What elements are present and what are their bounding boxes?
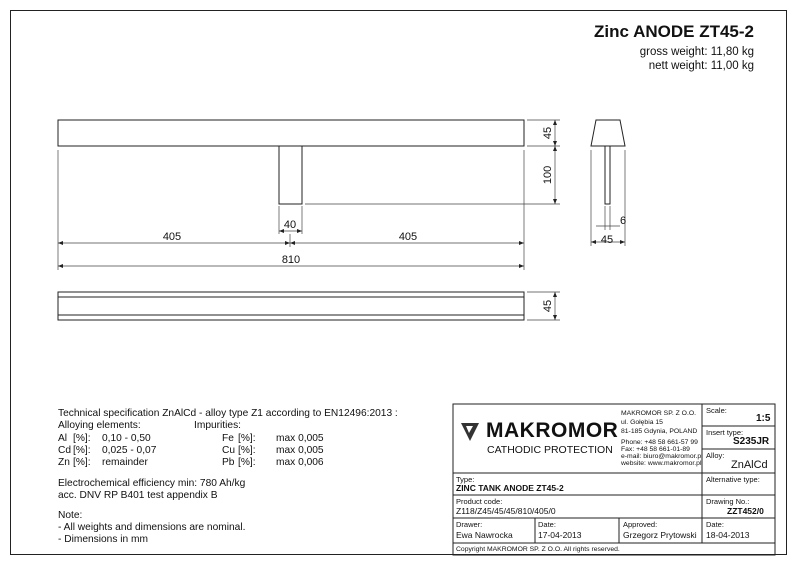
dim-left-half: 405: [162, 231, 182, 243]
date1-label: Date:: [538, 520, 556, 529]
dim-side-thickness: 6: [620, 215, 627, 227]
anode-leg-front: [279, 146, 302, 204]
anode-bar-front: [58, 120, 524, 146]
address-line: 81-185 Gdynia, POLAND: [621, 428, 698, 435]
alloy-unit: [%]:: [73, 457, 91, 468]
contact-line: Phone: +48 58 661-57 99: [621, 439, 698, 446]
impurity-unit: [%]:: [238, 445, 256, 456]
note-item: - Dimensions in mm: [58, 534, 149, 545]
note-item: - All weights and dimensions are nominal.: [58, 522, 246, 533]
nett-weight: nett weight: 11,00 kg: [648, 60, 754, 72]
dim-leg-height: 100: [542, 165, 554, 185]
date2-value: 18-04-2013: [706, 530, 750, 540]
dim-bar-height: 45: [542, 126, 554, 140]
alloy-val: 0,025 - 0,07: [102, 445, 157, 456]
alloy-el: Zn: [58, 457, 70, 468]
insert-value: S235JR: [733, 436, 770, 447]
dim-bottom-height: 45: [542, 299, 554, 313]
date2-label: Date:: [706, 520, 724, 529]
approved-value: Grzegorz Prytowski: [623, 530, 697, 540]
alloy-el: Al: [58, 433, 68, 444]
type-label: Type:: [456, 475, 475, 484]
drawing-no-value: ZZT452/0: [727, 506, 764, 516]
alt-type-label: Alternative type:: [706, 475, 760, 484]
alloying-heading: Alloying elements:: [58, 420, 141, 431]
product-code-label: Product code:: [456, 497, 503, 506]
anode-side-view: [591, 120, 625, 146]
impurity-val: max 0,005: [276, 445, 324, 456]
drawer-value: Ewa Nawrocka: [456, 530, 513, 540]
impurity-val: max 0,006: [276, 457, 324, 468]
impurity-val: max 0,005: [276, 433, 324, 444]
type-value: ZINC TANK ANODE ZT45-2: [456, 483, 564, 493]
drawing-no-label: Drawing No.:: [706, 497, 750, 506]
gross-weight: gross weight: 11,80 kg: [639, 46, 754, 58]
company-name: MAKROMOR: [486, 419, 619, 442]
alloy-el: Cd: [58, 445, 72, 456]
impurity-el: Cu: [222, 445, 236, 456]
copyright: Copyright MAKROMOR SP. Z O.O. All rights reserved.: [456, 546, 620, 553]
contact-line: e-mail: biuro@makromor.pl: [621, 453, 703, 460]
impurity-el: Pb: [222, 457, 235, 468]
company-subtitle: CATHODIC PROTECTION: [487, 444, 613, 456]
scale-label: Scale:: [706, 406, 727, 415]
scale-value: 1:5: [756, 413, 771, 424]
alloy-label: Alloy:: [706, 451, 725, 460]
drawer-label: Drawer:: [456, 520, 483, 529]
dim-right-half: 405: [398, 231, 418, 243]
date1-value: 17-04-2013: [538, 530, 582, 540]
contact-line: website: www.makromor.pl: [621, 460, 702, 467]
dim-side-width: 45: [600, 234, 614, 246]
impurity-unit: [%]:: [238, 457, 256, 468]
alloy-value: ZnAlCd: [731, 459, 768, 471]
impurities-heading: Impurities:: [194, 420, 241, 431]
insert-label: Insert type:: [706, 428, 744, 437]
efficiency-text: Electrochemical efficiency min: 780 Ah/kg: [58, 478, 246, 489]
product-code-value: Z118/Z45/45/45/810/405/0: [456, 506, 556, 516]
dim-leg-width: 40: [283, 219, 297, 231]
approved-label: Approved:: [623, 520, 658, 529]
impurity-unit: [%]:: [238, 433, 256, 444]
address-line: ul. Gołębia 15: [621, 419, 663, 426]
anode-bar-bottom: [58, 292, 524, 320]
impurity-el: Fe: [222, 433, 234, 444]
dnv-text: acc. DNV RP B401 test appendix B: [58, 490, 218, 501]
makromor-logo-icon: [461, 423, 479, 441]
dim-total-length: 810: [281, 254, 301, 266]
alloy-unit: [%]:: [73, 445, 91, 456]
alloy-unit: [%]:: [73, 433, 91, 444]
spec-title: Technical specification ZnAlCd - alloy type Z1 according to EN12496:2013 :: [58, 408, 398, 419]
drawing-title: Zinc ANODE ZT45-2: [594, 22, 754, 41]
note-heading: Note:: [58, 510, 83, 521]
alloy-val: 0,10 - 0,50: [102, 433, 151, 444]
contact-line: Fax: +48 58 661-01-89: [621, 446, 690, 453]
address-line: MAKROMOR SP. Z O.O.: [621, 410, 697, 417]
alloy-val: remainder: [102, 457, 148, 468]
